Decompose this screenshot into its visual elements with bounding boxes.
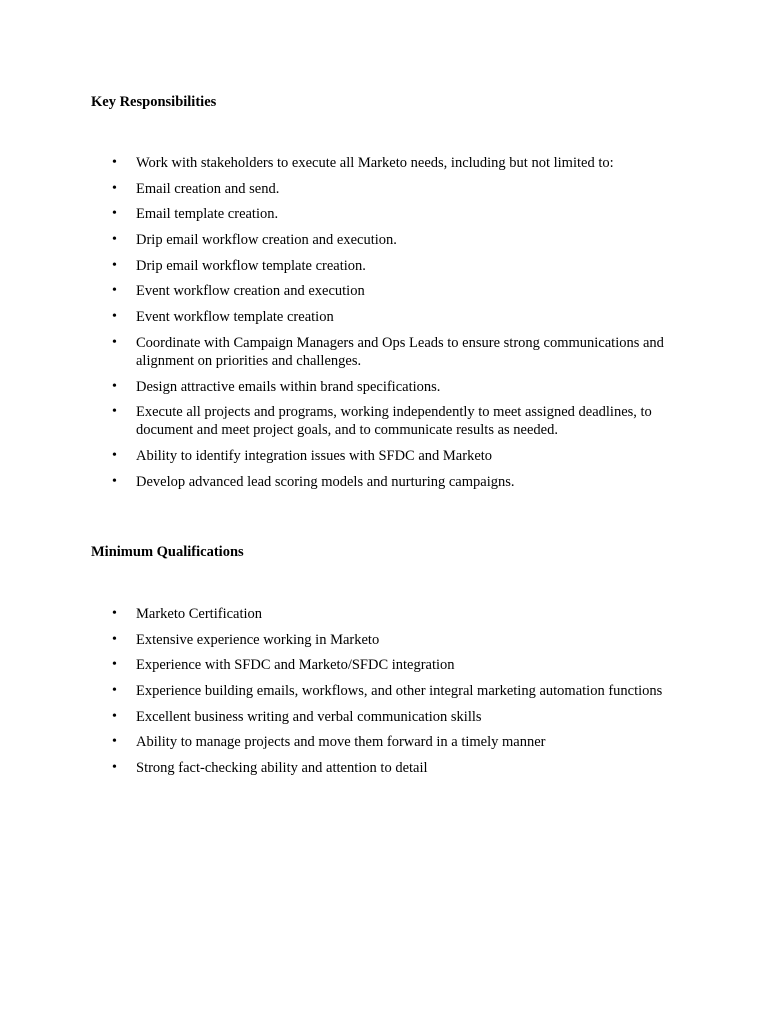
key-responsibilities-list: [0, 154, 768, 498]
bullet-icon: •: [112, 683, 117, 699]
bullet-icon: •: [112, 657, 117, 673]
list-item: [0, 180, 676, 198]
list-item-text: Drip email workflow template creation.: [136, 257, 366, 274]
bullet-icon: •: [112, 334, 117, 350]
bullet-icon: •: [112, 257, 117, 273]
bullet-icon: •: [112, 473, 117, 489]
bullet-icon: •: [112, 734, 117, 750]
list-item-text: Ability to manage projects and move them forward in a timely manner: [136, 734, 546, 751]
list-item-text: Marketo Certification: [136, 606, 263, 622]
bullet-icon: •: [112, 447, 117, 463]
list-item: [0, 257, 676, 275]
list-item: [0, 282, 676, 300]
bullet-icon: •: [112, 404, 117, 420]
list-item: [0, 154, 676, 172]
list-item: [0, 205, 676, 223]
list-item-text: Extensive experience working in Marketo: [136, 631, 380, 648]
bullet-icon: •: [112, 708, 117, 724]
list-item: [0, 231, 676, 249]
list-item-text: Execute all projects and programs, working independently to meet assigned deadlines, to document and meet project goals, and to communicate results as needed.: [136, 404, 652, 439]
bullet-icon: •: [112, 606, 117, 621]
bullet-icon: •: [112, 378, 117, 394]
list-item-text: Ability to identify integration issues with SFDC and Marketo: [136, 447, 493, 464]
bullet-icon: •: [112, 309, 117, 325]
bullet-icon: •: [112, 232, 117, 248]
list-item-text: Excellent business writing and verbal communication skills: [136, 708, 482, 725]
list-item: [0, 708, 676, 726]
list-item: [0, 403, 676, 439]
list-item-text: Work with stakeholders to execute all Marketo needs, including but not limited to:: [136, 155, 614, 171]
list-item-text: Coordinate with Campaign Managers and Ops Leads to ensure strong communications and alignment on priorities and challenges.: [136, 334, 664, 369]
list-item: [0, 605, 676, 623]
list-item: [0, 473, 676, 491]
list-item-text: Email creation and send.: [136, 180, 280, 197]
list-item-text: Design attractive emails within brand specifications.: [136, 378, 441, 395]
list-item: [0, 334, 676, 370]
list-item-text: Strong fact-checking ability and attention to detail: [136, 760, 428, 777]
list-item: [0, 447, 676, 465]
bullet-icon: •: [112, 631, 117, 647]
list-item: [0, 759, 676, 777]
list-item-text: Event workflow template creation: [136, 309, 334, 326]
bullet-icon: •: [112, 206, 117, 222]
list-item: [0, 378, 676, 396]
list-item-text: Experience with SFDC and Marketo/SFDC integration: [136, 657, 455, 674]
list-item: [0, 682, 676, 700]
bullet-icon: •: [112, 760, 117, 776]
list-item: [0, 308, 676, 326]
list-item-text: Event workflow creation and execution: [136, 283, 365, 300]
bullet-icon: •: [112, 283, 117, 299]
list-item-text: Develop advanced lead scoring models and nurturing campaigns.: [136, 473, 515, 490]
section-heading-minimum-qualifications: Minimum Qualifications: [91, 544, 244, 560]
list-item: [0, 656, 676, 674]
bullet-icon: •: [112, 180, 117, 196]
minimum-qualifications-list: [0, 605, 768, 785]
list-item-text: Email template creation.: [136, 206, 279, 223]
bullet-icon: •: [112, 155, 117, 170]
list-item: [0, 631, 676, 649]
list-item-text: Drip email workflow creation and execution.: [136, 232, 397, 249]
list-item: [0, 733, 676, 751]
section-heading-key-responsibilities: Key Responsibilities: [91, 94, 217, 110]
list-item-text: Experience building emails, workflows, and other integral marketing automation functions: [136, 683, 663, 700]
